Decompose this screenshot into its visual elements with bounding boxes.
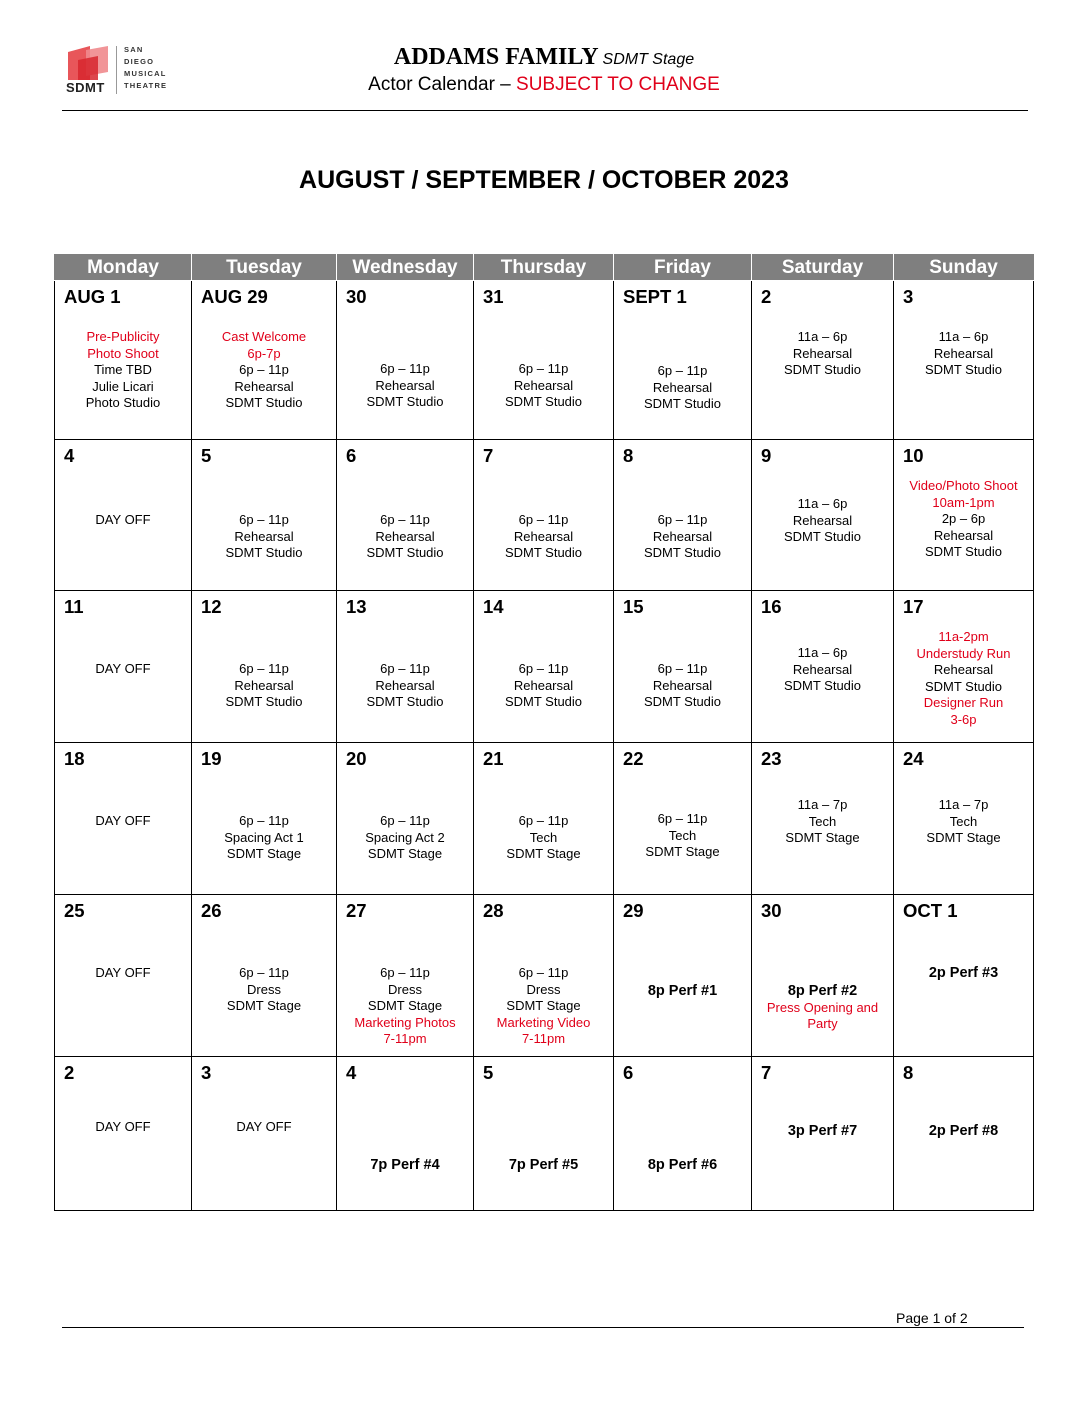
event-line: 6p – 11p [380,661,430,676]
day-date: 6 [623,1062,634,1083]
calendar-day-cell [337,591,474,743]
event-line: SDMT Studio [924,544,1003,559]
day-events [192,965,336,1015]
day-date: 12 [201,596,222,617]
day-date: 5 [483,1062,494,1083]
event-line: SDMT Studio [225,395,303,410]
performance-label: 7p Perf #5 [508,1157,579,1173]
weekday-header: Friday [614,255,752,281]
calendar-day-cell [752,895,894,1057]
event-line: 6p – 11p [239,512,289,527]
event-line: SDMT Studio [643,694,722,709]
event-line: SDMT Studio [504,394,583,409]
day-date: 6 [346,445,357,466]
day-date: 15 [623,596,644,617]
day-events [894,797,1033,847]
document-header [0,44,1088,71]
day-events [474,512,613,562]
subtitle-text: Actor Calendar – [368,74,511,95]
event-line: 2p – 6p [941,511,986,526]
event-line: 6p – 11p [657,512,708,527]
event-line: Rehearsal [792,512,853,528]
calendar-week-row [55,1057,1034,1211]
special-event-line: 6p-7p [247,345,281,361]
event-line: DAY OFF [95,512,151,527]
weekday-header: Wednesday [337,255,474,281]
day-date: 23 [761,748,782,769]
calendar-week-row [55,743,1034,895]
day-date: OCT 1 [903,900,958,921]
event-line: Dress [388,981,422,997]
day-events [752,983,893,1033]
day-events [55,1119,191,1136]
event-line: 6p – 11p [239,965,289,980]
day-date: 3 [201,1062,212,1083]
calendar-day-cell [192,1057,337,1211]
event-line: 6p – 11p [657,363,708,378]
day-events [192,512,336,562]
performance-label: 7p Perf #4 [370,1157,440,1173]
day-events [474,813,613,863]
event-line: Julie Licari [92,378,154,394]
event-line: SDMT Stage [226,998,302,1013]
weekday-header: Sunday [894,255,1034,281]
performance-label: 8p Perf #2 [787,983,858,999]
day-events [55,965,191,982]
calendar-day-cell [894,1057,1034,1211]
calendar-day-cell [192,895,337,1057]
event-line: Rehearsal [933,527,994,543]
event-line: SDMT Studio [643,545,722,560]
calendar-day-cell [337,281,474,440]
event-line: 6p – 11p [380,965,430,980]
day-date: 13 [346,596,367,617]
page-number: Page 1 of 2 [896,1310,968,1326]
day-events [614,363,751,413]
calendar-day-cell [614,1057,752,1211]
event-line: Tech [808,813,837,829]
calendar-week-row [55,591,1034,743]
event-line: SDMT Studio [924,362,1003,377]
day-date: 8 [903,1062,914,1083]
day-date: 8 [623,445,634,466]
day-events [55,661,191,678]
event-line: Rehearsal [234,677,294,693]
header-rule [62,110,1028,111]
day-date: 10 [903,445,924,466]
day-events [894,965,1033,982]
day-date: 31 [483,286,504,307]
event-line: 11a – 6p [797,329,848,344]
day-events [337,661,473,711]
page-title: AUGUST / SEPTEMBER / OCTOBER 2023 [299,166,789,194]
event-line: SDMT Studio [366,545,444,560]
event-line: 6p – 11p [239,362,289,377]
day-events [614,661,751,711]
event-line: SDMT Stage [506,998,581,1013]
calendar-day-cell [192,743,337,895]
special-event-line: Party [807,1016,838,1031]
special-event-line: Video/Photo Shoot [909,478,1018,493]
calendar-day-cell [894,440,1034,591]
calendar-day-cell [752,440,894,591]
calendar-day-cell [752,743,894,895]
show-title: ADDAMS FAMILY [393,44,599,70]
change-warning: SUBJECT TO CHANGE [516,74,720,95]
calendar-day-cell [192,440,337,591]
weekday-header: Tuesday [192,255,337,281]
event-line: 6p – 11p [380,813,430,828]
calendar-day-cell [337,743,474,895]
calendar-week-row [55,281,1034,440]
event-line: Photo Studio [85,395,161,410]
day-events [55,329,191,412]
day-events [614,983,751,1000]
event-line: DAY OFF [95,965,151,980]
weekday-header: Thursday [474,255,614,281]
day-events [192,1119,336,1136]
day-events [894,1123,1033,1140]
event-line: SDMT Stage [226,846,302,861]
calendar-day-cell [337,895,474,1057]
day-events [337,361,473,411]
logo-line: MUSICAL [124,69,167,78]
calendar-day-cell [894,591,1034,743]
day-date: 5 [201,445,212,466]
calendar-day-cell [55,743,192,895]
day-date: 29 [623,900,644,921]
event-line: SDMT Studio [366,694,444,709]
special-event-line: Cast Welcome [221,329,307,344]
event-line: SDMT Stage [506,846,581,861]
event-line: 6p – 11p [657,811,708,826]
event-line: SDMT Stage [367,998,443,1013]
event-line: Time TBD [94,362,152,377]
day-date: 30 [761,900,782,921]
event-line: Rehearsal [234,378,294,394]
event-line: DAY OFF [95,1119,151,1134]
event-line: Spacing Act 2 [365,829,445,845]
day-events [192,329,336,412]
special-event-line: 11a-2pm [938,629,989,644]
day-date: 19 [201,748,222,769]
event-line: Rehearsal [933,662,994,677]
calendar-day-cell [894,743,1034,895]
day-date: 22 [623,748,644,769]
logo-line: THEATRE [124,81,168,90]
event-line: Rehearsal [375,677,435,693]
day-events [894,629,1033,728]
day-events [614,512,751,562]
day-date: 3 [903,286,914,307]
calendar-day-cell [192,281,337,440]
event-line: Rehearsal [375,528,435,544]
day-date: 28 [483,900,504,921]
calendar-day-cell [337,440,474,591]
event-line: DAY OFF [95,813,151,828]
event-line: Tech [949,813,978,829]
calendar-day-cell [474,1057,614,1211]
day-date: 25 [64,900,85,921]
calendar-day-cell [474,591,614,743]
performance-label: 2p Perf #8 [928,1123,999,1139]
event-line: Rehearsal [513,528,574,544]
event-line: SDMT Stage [645,844,720,859]
calendar-day-cell [192,591,337,743]
special-event-line: 3-6p [950,711,977,727]
weekday-header-row [55,255,1034,281]
header-subtitle [0,74,1088,96]
day-date: SEPT 1 [623,286,687,307]
logo-abbr: SDMT [66,80,105,95]
day-date: 30 [346,286,367,307]
event-line: SDMT Stage [367,846,443,861]
event-line: 6p – 11p [657,661,708,676]
calendar-day-cell [752,1057,894,1211]
day-date: 27 [346,900,367,921]
event-line: Rehearsal [513,377,574,393]
day-events [614,811,751,861]
calendar-day-cell [752,591,894,743]
event-line: DAY OFF [236,1119,292,1134]
day-date: 2 [64,1062,75,1083]
day-events [474,661,613,711]
weekday-header: Saturday [752,255,894,281]
special-event-line: Designer Run [923,695,1004,710]
day-date: 24 [903,748,924,769]
special-event-line: Pre-Publicity [86,329,160,344]
event-line: Rehearsal [652,379,713,395]
performance-label: 8p Perf #6 [647,1157,718,1173]
day-date: 7 [761,1062,772,1083]
special-event-line: Marketing Video [496,1014,591,1030]
special-event-line: 7-11pm [521,1031,566,1046]
calendar-day-cell [614,440,752,591]
calendar-day-cell [614,281,752,440]
event-line: SDMT Studio [225,694,303,709]
day-date: 26 [201,900,222,921]
performance-label: 3p Perf #7 [787,1123,858,1139]
special-event-line: Marketing Photos [354,1014,456,1030]
event-line: 6p – 11p [380,361,430,376]
event-line: Dress [247,981,281,997]
day-date: 17 [903,596,924,617]
day-events [894,478,1033,561]
day-events [192,813,336,863]
event-line: 6p – 11p [380,512,430,527]
day-events [752,1123,893,1140]
day-date: 2 [761,286,772,307]
event-line: Rehearsal [792,345,853,361]
calendar-day-cell [55,281,192,440]
performance-label: 2p Perf #3 [928,965,999,981]
calendar-day-cell [614,743,752,895]
day-events [752,797,893,847]
event-line: SDMT Studio [783,678,862,693]
calendar-day-cell [474,743,614,895]
event-line: Rehearsal [513,677,574,693]
calendar-table [54,254,1034,1211]
day-date: AUG 29 [201,286,268,307]
event-line: Rehearsal [792,661,853,677]
event-line: 6p – 11p [518,661,569,676]
event-line: 11a – 6p [797,496,848,511]
day-events [474,965,613,1048]
event-line: SDMT Studio [366,394,444,409]
calendar-week-row [55,440,1034,591]
calendar-day-cell [614,591,752,743]
performance-label: 8p Perf #1 [647,983,718,999]
day-date: 7 [483,445,494,466]
calendar-day-cell [894,281,1034,440]
event-line: Rehearsal [234,528,294,544]
day-events [337,1157,473,1174]
event-line: Tech [529,829,558,845]
day-date: 18 [64,748,85,769]
day-date: AUG 1 [64,286,121,307]
logo-line: DIEGO [124,57,155,66]
event-line: 6p – 11p [518,512,569,527]
day-events [337,965,473,1048]
footer-rule [62,1327,1024,1328]
special-event-line: Photo Shoot [87,345,159,361]
calendar-day-cell [337,1057,474,1211]
calendar-day-cell [614,895,752,1057]
calendar-day-cell [55,1057,192,1211]
calendar-day-cell [474,440,614,591]
event-line: Dress [526,981,561,997]
event-line: SDMT Studio [504,694,583,709]
calendar-day-cell [474,895,614,1057]
day-date: 21 [483,748,504,769]
day-events [752,496,893,546]
day-date: 20 [346,748,367,769]
event-line: DAY OFF [95,661,151,676]
event-line: SDMT Stage [926,830,1001,845]
event-line: Rehearsal [652,677,713,693]
calendar-day-cell [55,440,192,591]
event-line: Rehearsal [933,345,994,361]
event-line: Rehearsal [652,528,713,544]
calendar-day-cell [55,895,192,1057]
day-events [337,813,473,863]
event-line: 11a – 6p [797,645,848,660]
weekday-header: Monday [55,255,192,281]
event-line: 6p – 11p [518,813,569,828]
event-line: 11a – 6p [938,329,989,344]
event-line: SDMT Studio [643,396,722,411]
event-line: SDMT Studio [924,678,1003,694]
event-line: Tech [668,827,697,843]
day-date: 4 [64,445,75,466]
day-date: 4 [346,1062,357,1083]
day-events [614,1157,751,1174]
logo-line: SAN [124,45,144,54]
event-line: Spacing Act 1 [224,829,304,845]
day-events [894,329,1033,379]
calendar-day-cell [55,591,192,743]
venue-label: SDMT Stage [602,51,695,68]
day-events [474,361,613,411]
calendar-week-row [55,895,1034,1057]
event-line: Rehearsal [375,377,435,393]
event-line: SDMT Studio [783,362,862,377]
event-line: 6p – 11p [518,965,569,980]
day-date: 14 [483,596,504,617]
event-line: 6p – 11p [239,813,289,828]
event-line: SDMT Studio [504,545,583,560]
calendar-day-cell [894,895,1034,1057]
event-line: 6p – 11p [518,361,569,376]
special-event-line: 7-11pm [383,1031,427,1046]
day-events [752,329,893,379]
event-line: SDMT Studio [783,529,862,544]
special-event-line: Understudy Run [916,645,1011,661]
event-line: 11a – 7p [797,797,848,812]
day-events [337,512,473,562]
special-event-line: 10am-1pm [932,494,995,510]
event-line: SDMT Studio [225,545,303,560]
day-date: 9 [761,445,772,466]
event-line: 11a – 7p [938,797,989,812]
day-events [752,645,893,695]
event-line: 6p – 11p [239,661,289,676]
day-events [55,813,191,830]
calendar-day-cell [752,281,894,440]
day-events [55,512,191,529]
day-events [192,661,336,711]
day-date: 16 [761,596,782,617]
special-event-line: Press Opening and [766,999,879,1015]
day-events [474,1157,613,1174]
calendar-day-cell [474,281,614,440]
day-date: 11 [64,596,84,617]
event-line: SDMT Stage [785,830,860,845]
